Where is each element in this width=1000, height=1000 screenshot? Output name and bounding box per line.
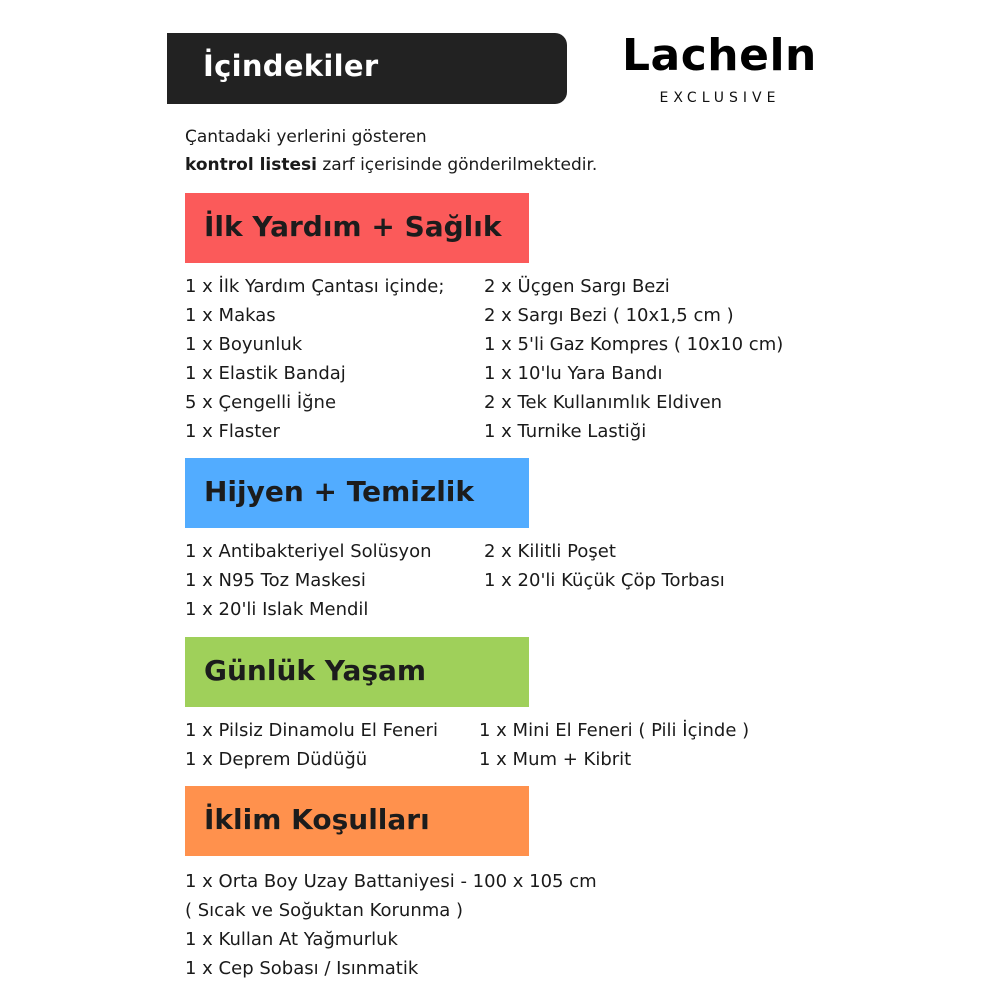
list-item: 1 x Mini El Feneri ( Pili İçinde ) (479, 720, 750, 741)
list-item: 2 x Kilitli Poşet (484, 541, 616, 562)
section-title: İlk Yardım + Sağlık (204, 210, 502, 243)
list-item: 1 x Mum + Kibrit (479, 749, 632, 770)
list-item: 5 x Çengelli İğne (185, 392, 337, 413)
list-item: 1 x Flaster (185, 421, 280, 442)
list-item: 2 x Üçgen Sargı Bezi (484, 276, 670, 297)
section-title: Hijyen + Temizlik (204, 475, 475, 508)
list-item: 1 x İlk Yardım Çantası içinde; (185, 276, 445, 297)
list-item: 2 x Tek Kullanımlık Eldiven (484, 392, 723, 413)
page-title: İçindekiler (203, 49, 379, 83)
list-item: 2 x Sargı Bezi ( 10x1,5 cm ) (484, 305, 734, 326)
list-item: 1 x Orta Boy Uzay Battaniyesi - 100 x 105 cm (185, 871, 597, 892)
list-item: 1 x N95 Toz Maskesi (185, 570, 366, 591)
section-header-daily-life (185, 637, 529, 707)
list-item: 1 x Makas (185, 305, 276, 326)
intro-line-1: Çantadaki yerlerini gösteren (185, 127, 427, 147)
intro-bold: kontrol listesi (185, 155, 317, 175)
intro-line-2 (185, 151, 597, 179)
list-item: 1 x Turnike Lastiği (484, 421, 647, 442)
section-title: Günlük Yaşam (204, 654, 427, 687)
list-item: 1 x Deprem Düdüğü (185, 749, 368, 770)
intro-text (185, 123, 597, 179)
hygiene-list-right (484, 537, 725, 595)
section-header-hygiene (185, 458, 529, 528)
list-item: 1 x 5'li Gaz Kompres ( 10x10 cm) (484, 334, 784, 355)
first-aid-list-left (185, 272, 444, 446)
first-aid-list-right (484, 272, 783, 446)
list-item: 1 x 20'li Islak Mendil (185, 599, 369, 620)
brand-tagline: EXCLUSIVE (659, 90, 781, 106)
hygiene-list-left (185, 537, 432, 624)
brand-logo (622, 30, 817, 106)
list-item: 1 x Elastik Bandaj (185, 363, 346, 384)
intro-rest: zarf içerisinde gönderilmektedir. (316, 155, 598, 175)
list-item: 1 x Pilsiz Dinamolu El Feneri (185, 720, 438, 741)
climate-list (185, 867, 597, 983)
brand-name: Lacheln (622, 30, 817, 81)
section-header-climate (185, 786, 529, 856)
list-item: 1 x 10'lu Yara Bandı (484, 363, 663, 384)
list-item: 1 x 20'li Küçük Çöp Torbası (484, 570, 725, 591)
section-header-first-aid (185, 193, 529, 263)
daily-life-list-right (479, 716, 749, 774)
title-banner (167, 33, 567, 104)
list-item: 1 x Boyunluk (185, 334, 303, 355)
list-item: 1 x Kullan At Yağmurluk (185, 929, 398, 950)
daily-life-list-left (185, 716, 438, 774)
list-item: 1 x Antibakteriyel Solüsyon (185, 541, 432, 562)
list-item: ( Sıcak ve Soğuktan Korunma ) (185, 900, 464, 921)
list-item: 1 x Cep Sobası / Isınmatik (185, 958, 419, 979)
section-title: İklim Koşulları (204, 803, 430, 836)
